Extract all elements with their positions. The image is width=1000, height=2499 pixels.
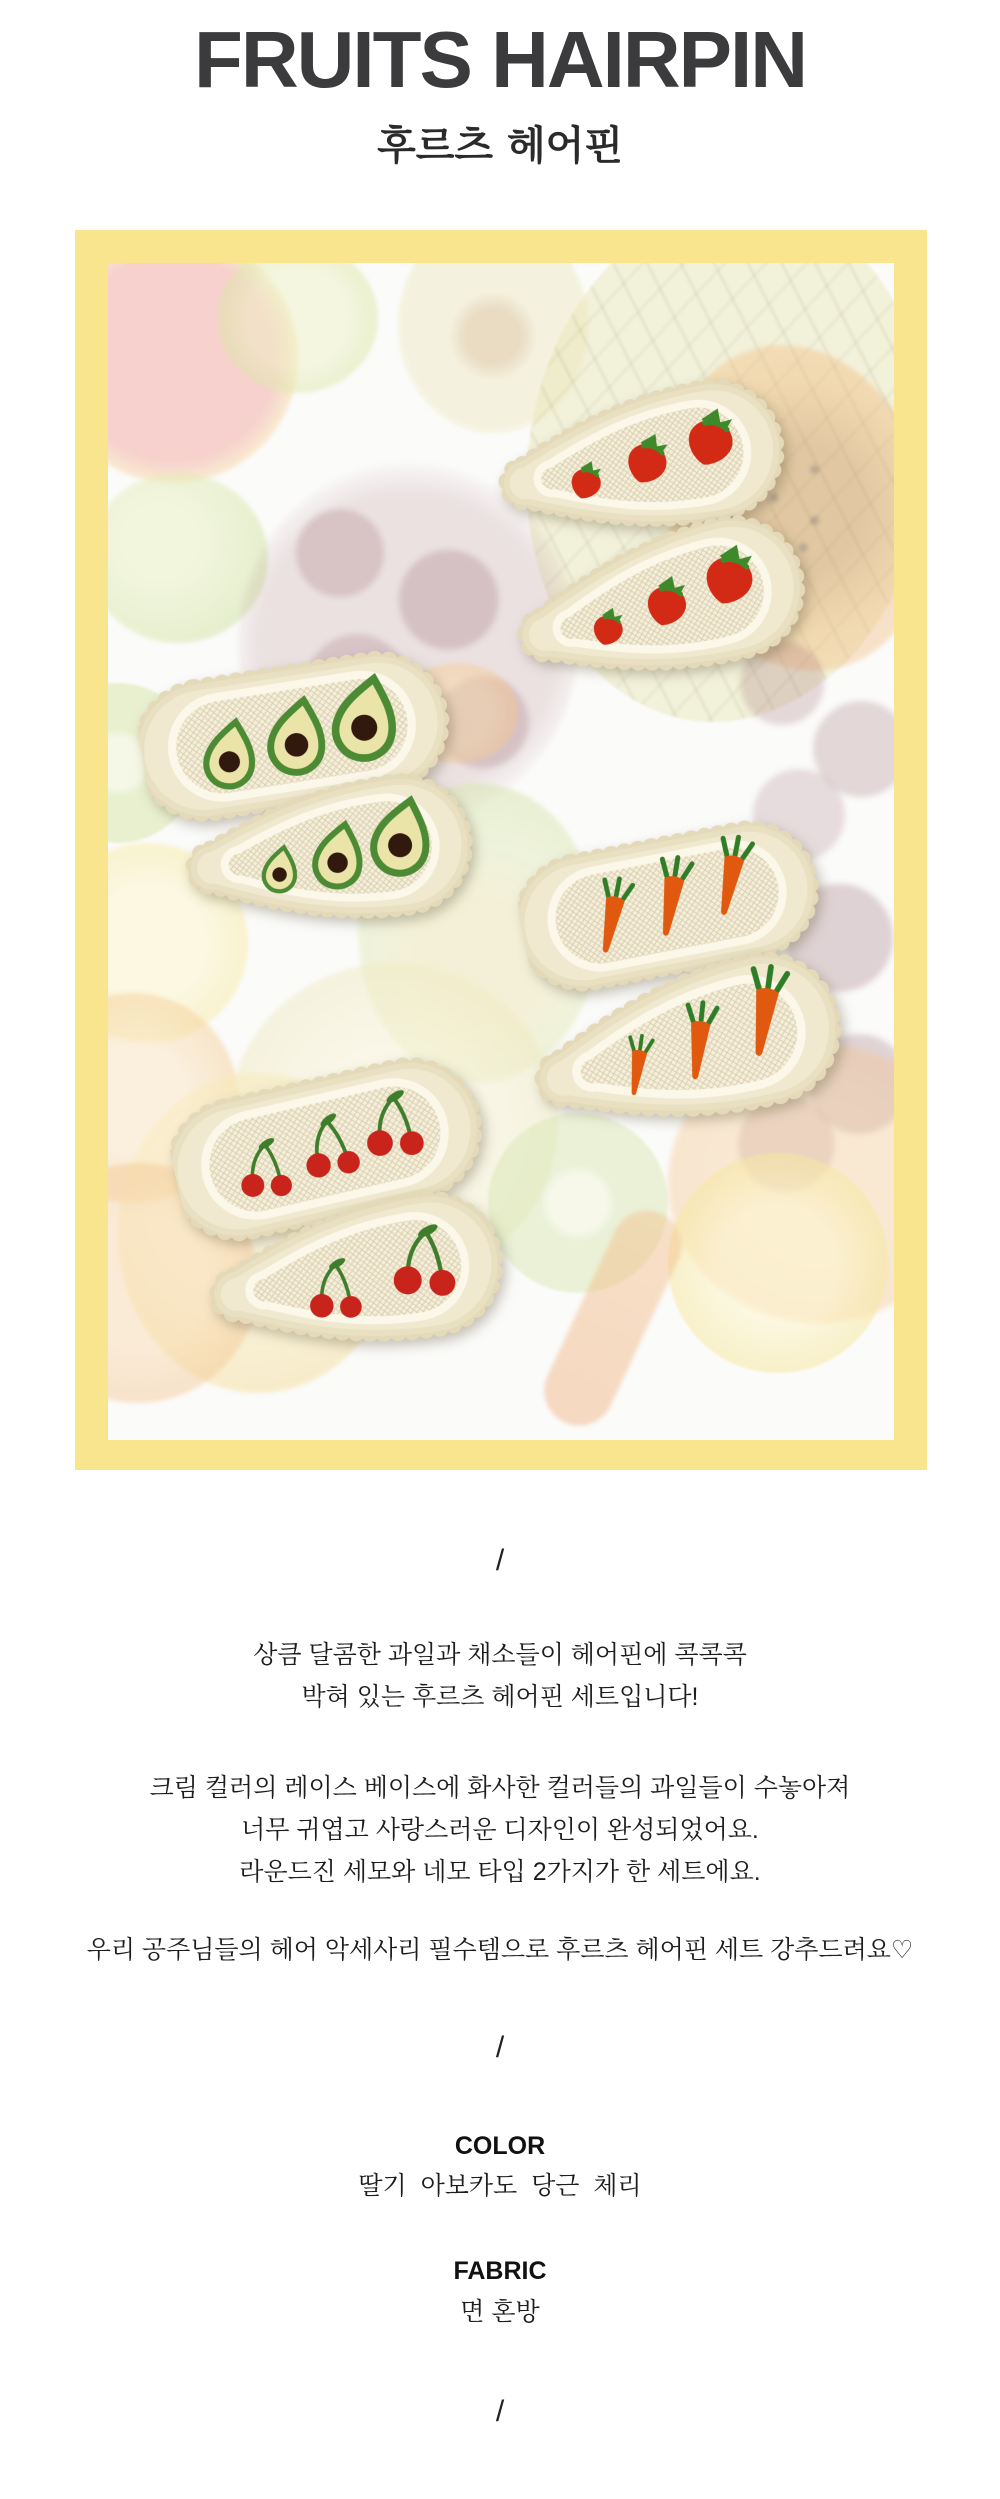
fabric-heading: FABRIC <box>453 2257 547 2285</box>
color-heading: COLOR <box>454 2132 546 2160</box>
description-line: 상큼 달콤한 과일과 채소들이 헤어핀에 콕콕콕 <box>253 1641 747 1669</box>
color-options: 딸기 아보카도 당근 체리 <box>358 2172 642 2200</box>
separator-slash: / <box>495 2031 505 2064</box>
page-title: FRUITS HAIRPIN <box>194 15 806 104</box>
description-line: 너무 귀엽고 사랑스러운 디자인이 완성되었어요. <box>241 1816 759 1844</box>
description-line: 박혀 있는 후르츠 헤어핀 세트입니다! <box>301 1683 699 1711</box>
bg-lemon-bottom <box>668 1153 888 1373</box>
separator-slash: / <box>495 1544 505 1577</box>
description-paragraph-1 <box>0 1634 1000 1718</box>
fabric-value: 면 혼방 <box>460 2298 540 2326</box>
page-subtitle: 후르츠 헤어핀 <box>377 122 623 169</box>
description-line: 라운드진 세모와 네모 타입 2가지가 한 세트에요. <box>239 1858 761 1886</box>
description-line: 우리 공주님들의 헤어 악세사리 필수템으로 후르츠 헤어핀 세트 강추드려요♡ <box>86 1936 914 1964</box>
description-line: 크림 컬러의 레이스 베이스에 화사한 컬러들의 과일들이 수놓아져 <box>149 1774 851 1802</box>
separator-slash: / <box>495 2395 505 2428</box>
product-photo <box>108 263 894 1440</box>
product-photo-frame <box>75 230 927 1470</box>
description-paragraph-3 <box>0 1929 1000 1971</box>
description-paragraph-2 <box>0 1767 1000 1893</box>
